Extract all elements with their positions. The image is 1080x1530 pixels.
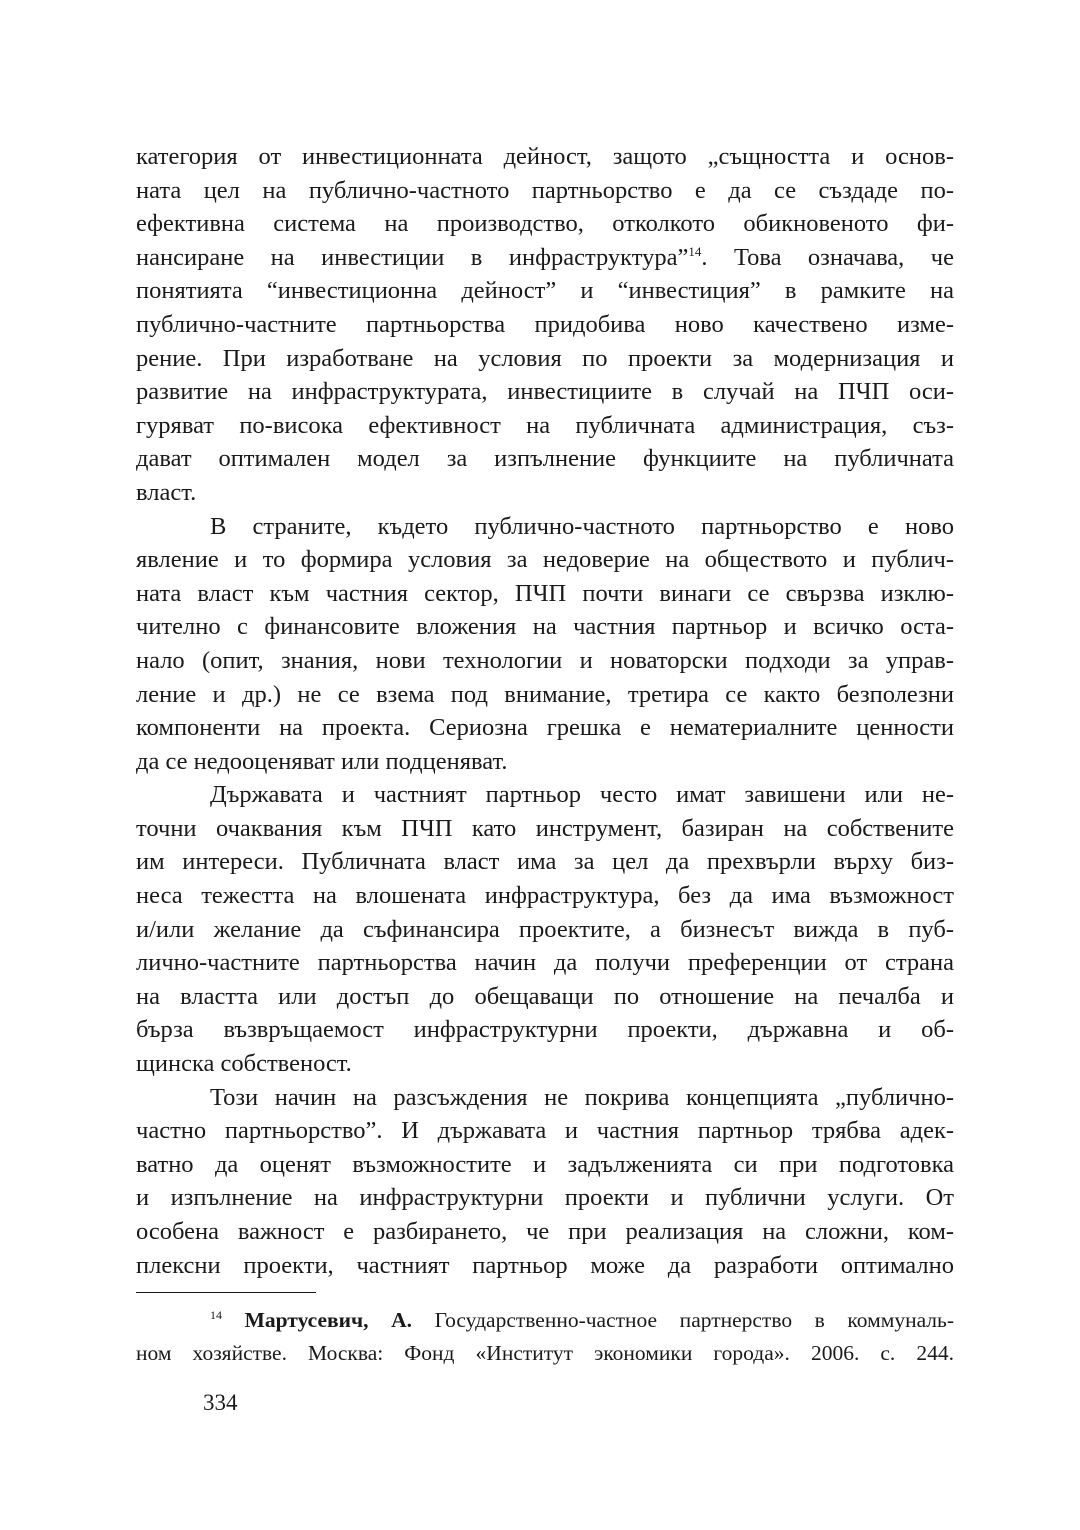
text-line: плексни проекти, частният партньор може да разработи оптимално <box>136 1251 954 1279</box>
footnote-separator <box>136 1292 316 1293</box>
text-line: категория от инвестиционната дейност, защото „същността и основ- <box>136 143 954 170</box>
footnote-line-1 <box>136 1304 954 1337</box>
text-line: публично-частните партньорства придобива ново качествено изме- <box>136 310 954 338</box>
text-line: бърза възвръщаемост инфраструктурни проекти, държавна и об- <box>136 1016 954 1044</box>
text-line: нало (опит, знания, нови технологии и новаторски подходи за управ- <box>136 646 954 674</box>
text-run: . Това означава, че <box>701 243 954 271</box>
text-run: нансиране на инвестиции в инфраструктура” <box>136 243 689 271</box>
footnote <box>136 1304 954 1370</box>
text-line: ната власт към частния сектор, ПЧП почти винаги се свързва изклю- <box>136 579 954 607</box>
text-line: им интереси. Публичната власт има за цел да прехвърли върху биз- <box>136 848 954 876</box>
footnote-title: Государственно-частное партнерство в коммуналь- <box>412 1308 954 1332</box>
text-line: ната цел на публично-частното партньорство е да се създаде по- <box>136 176 954 204</box>
paragraph <box>136 1081 954 1283</box>
text-line: на властта или достъп до обещаващи по отношение на печалба и <box>136 982 954 1010</box>
text-line: понятията “инвестиционна дейност” и “инвестиция” в рамките на <box>136 277 954 305</box>
text-line: дават оптимален модел за изпълнение функциите на публичната <box>136 445 954 473</box>
text-line: ление и др.) не се взема под внимание, третира се както безполезни <box>136 680 954 708</box>
footnote-author: Мартусевич, А. <box>244 1308 413 1332</box>
text-line: компоненти на проекта. Сериозна грешка е нематериалните ценности <box>136 714 954 742</box>
text-line: Държавата и частният партньор често имат завишени или не- <box>210 781 954 809</box>
text-line: щинска собственост. <box>136 1050 352 1078</box>
text-line: власт. <box>136 478 197 506</box>
paragraph <box>136 510 954 779</box>
text-line: ватно да оценят възможностите и задълженията си при подготовка <box>136 1150 954 1178</box>
text-line <box>136 241 954 275</box>
footnote-marker: 14 <box>210 1307 222 1322</box>
footnote-line-2: ном хозяйстве. Москва: Фонд «Институт экономики города». 2006. с. 244. <box>136 1341 954 1365</box>
text-line: В страните, където публично-частното партньорство е ново <box>210 512 954 540</box>
text-line: рение. При изработване на условия по проекти за модернизация и <box>136 344 954 372</box>
text-line: гуряват по-висока ефективност на публичната администрация, съз- <box>136 411 954 439</box>
page-number: 334 <box>203 1390 238 1415</box>
footnote-reference: 14 <box>688 243 702 259</box>
body-text <box>136 140 954 1282</box>
text-line: и изпълнение на инфраструктурни проекти и публични услуги. От <box>136 1184 954 1212</box>
paragraph <box>136 778 954 1080</box>
text-line: неса тежестта на влошената инфраструктура, без да има възможност <box>136 882 954 910</box>
text-line: точни очаквания към ПЧП като инструмент, базиран на собствените <box>136 814 954 842</box>
text-line: лично-частните партньорства начин да получи преференции от страна <box>136 949 954 977</box>
text-line: чително с финансовите вложения на частния партньор и всичко оста- <box>136 613 954 641</box>
text-line: и/или желание да съфинансира проектите, а бизнесът вижда в пуб- <box>136 915 954 943</box>
text-line: развитие на инфраструктурата, инвестициите в случай на ПЧП оси- <box>136 378 954 406</box>
text-line: ефективна система на производство, отколкото обикновеното фи- <box>136 210 954 238</box>
text-line: явление и то формира условия за недоверие на обществото и публич- <box>136 546 954 574</box>
text-line: да се недооценяват или подценяват. <box>136 747 508 775</box>
text-line: Този начин на разсъждения не покрива концепцията „публично- <box>210 1083 954 1111</box>
text-line: особена важност е разбирането, че при реализация на сложни, ком- <box>136 1218 954 1245</box>
paragraph <box>136 140 954 510</box>
text-line: частно партньорство”. И държавата и частния партньор трябва адек- <box>136 1117 954 1145</box>
